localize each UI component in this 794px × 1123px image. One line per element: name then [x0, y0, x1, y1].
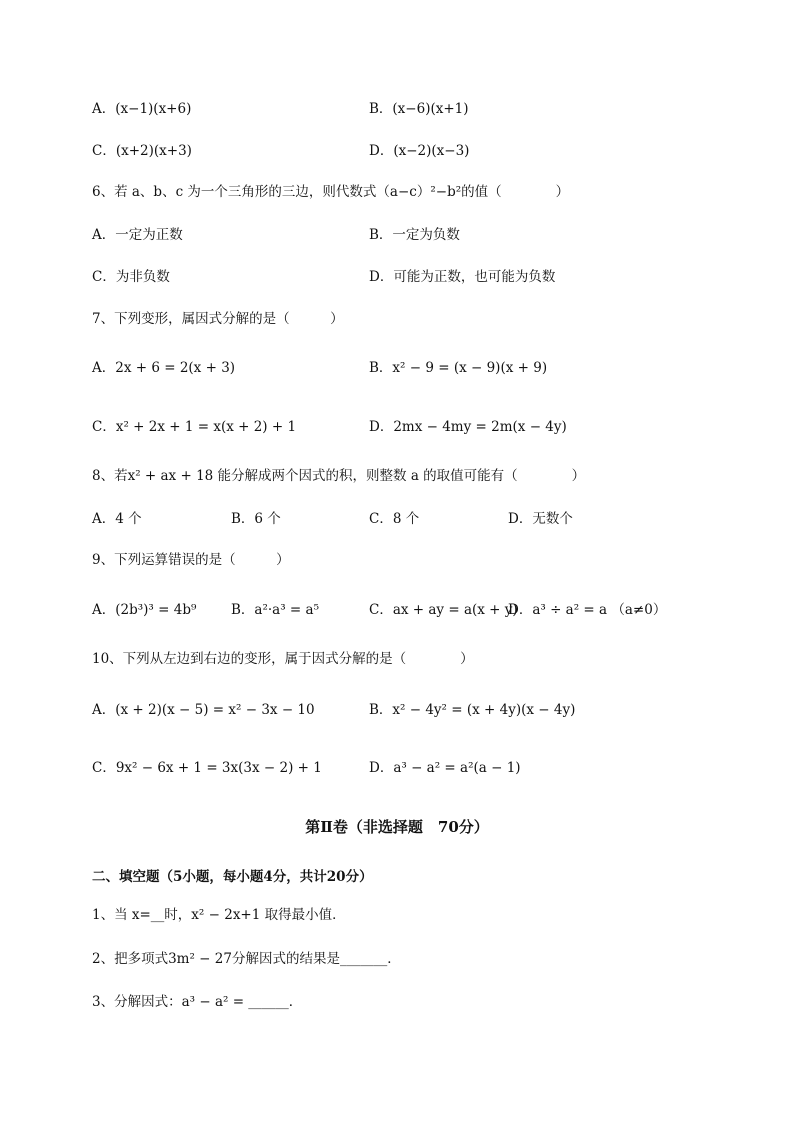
q5-option-b: B．(x−6)(x+1)	[369, 101, 469, 117]
q9-option-d: D．a³ ÷ a² = a （a≠0）	[508, 602, 667, 618]
q9-stem: 9、下列运算错误的是（ ）	[92, 552, 290, 568]
part2-title: 第Ⅱ卷（非选择题 70分）	[305, 818, 489, 836]
q10-stem: 10、下列从左边到右边的变形，属于因式分解的是（ ）	[92, 651, 474, 667]
q5-option-a: A．(x−1)(x+6)	[92, 101, 192, 117]
q9-option-c: C．ax + ay = a(x + y)	[369, 602, 518, 618]
fill-in-section-heading: 二、填空题（5小题，每小题4分，共计20分）	[92, 869, 373, 885]
q10-option-a: A．(x + 2)(x − 5) = x² − 3x − 10	[92, 702, 315, 718]
fill-question-3: 3、分解因式：a³ − a² = ______．	[92, 994, 303, 1010]
q8-option-c: C．8 个	[369, 511, 420, 527]
q6-option-a: A．一定为正数	[92, 227, 183, 243]
q5-option-c: C．(x+2)(x+3)	[92, 143, 192, 159]
fill-question-1: 1、当 x=__时，x² − 2x+1 取得最小值．	[92, 907, 346, 923]
q6-option-b: B．一定为负数	[369, 227, 460, 243]
q7-option-b: B．x² − 9 = (x − 9)(x + 9)	[369, 360, 548, 376]
q8-stem: 8、若x² + ax + 18 能分解成两个因式的积，则整数 a 的取值可能有（ ）	[92, 468, 586, 484]
fill-question-2: 2、把多项式3m² − 27分解因式的结果是_______．	[92, 951, 401, 967]
q6-option-d: D．可能为正数，也可能为负数	[369, 269, 556, 285]
q7-option-d: D．2mx − 4my = 2m(x − 4y)	[369, 419, 567, 435]
q6-stem: 6、若 a、b、c 为一个三角形的三边，则代数式（a−c）²−b²的值（ ）	[92, 184, 570, 200]
q7-option-c: C．x² + 2x + 1 = x(x + 2) + 1	[92, 419, 297, 435]
q10-option-b: B．x² − 4y² = (x + 4y)(x − 4y)	[369, 702, 576, 718]
q6-option-c: C．为非负数	[92, 269, 170, 285]
q8-option-a: A．4 个	[92, 511, 142, 527]
q7-option-a: A．2x + 6 = 2(x + 3)	[92, 360, 236, 376]
q10-option-c: C．9x² − 6x + 1 = 3x(3x − 2) + 1	[92, 760, 322, 776]
q7-stem: 7、下列变形，属因式分解的是（ ）	[92, 311, 344, 327]
q8-option-d: D．无数个	[508, 511, 573, 527]
q8-option-b: B．6 个	[231, 511, 281, 527]
q5-option-d: D．(x−2)(x−3)	[369, 143, 470, 159]
q9-option-b: B．a²·a³ = a⁵	[231, 602, 319, 618]
q9-option-a: A．(2b³)³ = 4b⁹	[92, 602, 197, 618]
q10-option-d: D．a³ − a² = a²(a − 1)	[369, 760, 521, 776]
